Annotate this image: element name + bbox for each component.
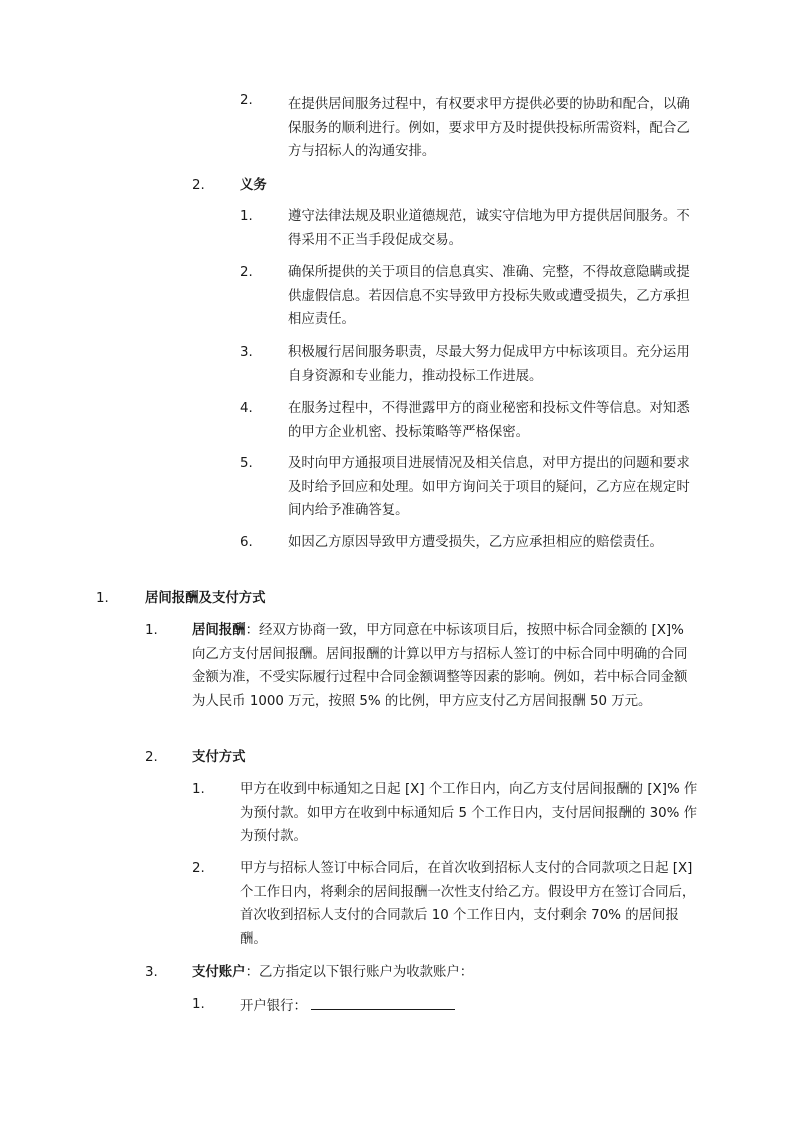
list-item-text: 积极履行居间服务职责，尽最大努力促成甲方中标该项目。充分运用自身资源和专业能力，推动投标工作进展。 <box>288 345 690 384</box>
list-number: 6. <box>240 535 253 550</box>
remuneration-text: ：经双方协商一致，甲方同意在中标该项目后，按照中标合同金额的 [X]% 向乙方支付居间报酬。居间报酬的计算以甲方与招标人签订的中标合同中明确的合同金额为准，不受实际履行过程中合同金额调整等因素的影响。例如，若中标合同金额为人民币 1000 万元，按照 5% 的比例，甲方应支付乙方居间报酬 50 万元。 <box>192 623 688 709</box>
section-number: 1. <box>96 591 109 606</box>
heading-number: 2. <box>192 178 205 193</box>
list-number: 3. <box>145 965 158 980</box>
list-item-text: 遵守法律法规及职业道德规范，诚实守信地为甲方提供居间服务。不得采用不正当手段促成交易。 <box>288 209 690 248</box>
section-heading: 居间报酬及支付方式 <box>145 591 266 606</box>
list-number: 2. <box>240 265 253 280</box>
list-number: 1. <box>240 209 253 224</box>
payment-account-text: ：乙方指定以下银行账户为收款账户： <box>245 965 474 980</box>
bank-name-field <box>240 993 698 1019</box>
list-item-text: 在服务过程中，不得泄露甲方的商业秘密和投标文件等信息。对知悉的甲方企业机密、投标策略等严格保密。 <box>288 401 690 440</box>
list-item-text: 如因乙方原因导致甲方遭受损失，乙方应承担相应的赔偿责任。 <box>288 535 663 550</box>
list-item-text: 及时向甲方通报项目进展情况及相关信息，对甲方提出的问题和要求及时给予回应和处理。如甲方询问关于项目的疑问，乙方应在规定时间内给予准确答复。 <box>288 456 690 518</box>
list-item-text: 甲方与招标人签订中标合同后，在首次收到招标人支付的合同款项之日起 [X] 个工作日内，将剩余的居间报酬一次性支付给乙方。假设甲方在签订合同后，首次收到招标人支付的合同款后 10 个工作日内，支付剩余 70% 的居间报酬。 <box>240 861 696 947</box>
list-item-text: 在提供居间服务过程中，有权要求甲方提供必要的协助和配合，以确保服务的顺利进行。例如，要求甲方及时提供投标所需资料，配合乙方与招标人的沟通安排。 <box>288 97 690 159</box>
list-number: 4. <box>240 401 253 416</box>
remuneration-label: 居间报酬 <box>192 623 246 638</box>
list-item-text <box>192 961 698 985</box>
list-item-text: 甲方在收到中标通知之日起 [X] 个工作日内，向乙方支付居间报酬的 [X]% 作为预付款。如甲方在收到中标通知后 5 个工作日内，支付居间报酬的 30% 作为预付款。 <box>240 782 698 844</box>
list-number: 1. <box>192 997 205 1012</box>
list-item-text: 确保所提供的关于项目的信息真实、准确、完整，不得故意隐瞒或提供虚假信息。若因信息不实导致甲方投标失败或遭受损失，乙方承担相应责任。 <box>288 265 690 327</box>
bank-name-label: 开户银行： <box>240 999 307 1014</box>
obligations-heading: 义务 <box>240 178 267 193</box>
list-number: 2. <box>145 750 158 765</box>
list-number: 2. <box>192 861 205 876</box>
list-number: 3. <box>240 345 253 360</box>
payment-account-label: 支付账户 <box>192 965 246 980</box>
bank-name-blank <box>311 993 455 1010</box>
list-number: 5. <box>240 456 253 471</box>
list-number: 1. <box>192 782 205 797</box>
list-item-text <box>192 619 698 713</box>
list-number: 2. <box>240 93 253 108</box>
list-number: 1. <box>145 623 158 638</box>
payment-method-heading: 支付方式 <box>192 750 246 765</box>
